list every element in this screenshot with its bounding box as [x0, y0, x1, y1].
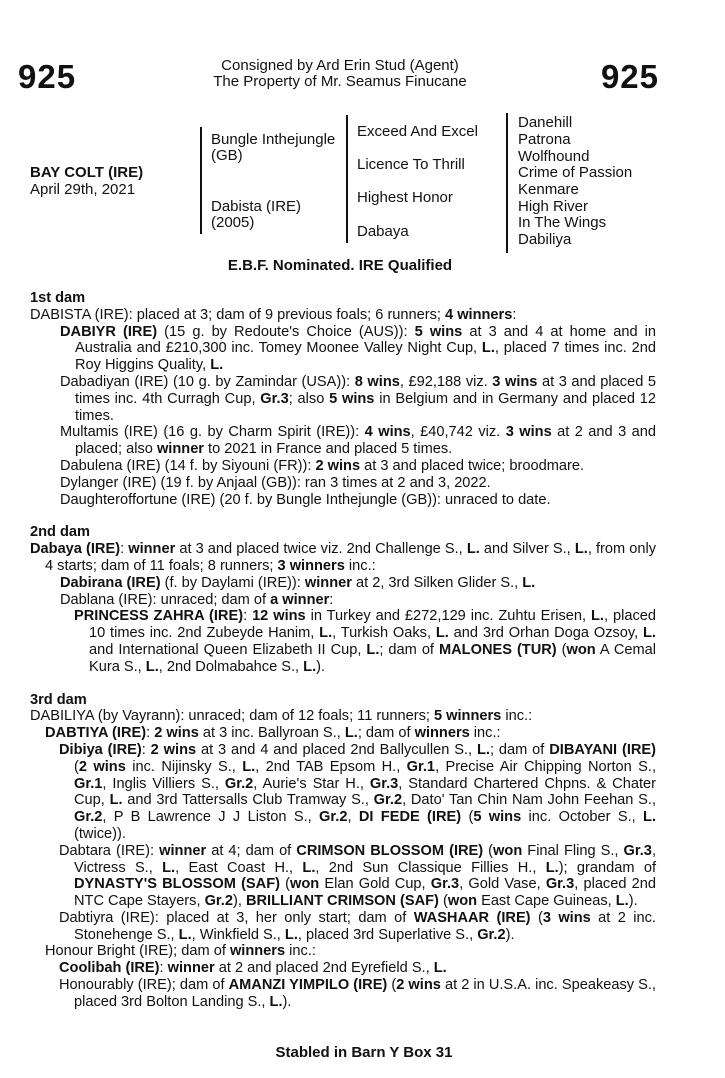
- dam-summary: DABISTA (IRE): placed at 3; dam of 9 previous foals; 6 runners; 4 winners:: [30, 306, 517, 323]
- nominations-line: E.B.F. Nominated. IRE Qualified: [227, 257, 453, 274]
- pedigree-sire-sire: Exceed And Excel: [357, 123, 478, 140]
- pedigree-g3-4: Crime of Passion: [518, 164, 633, 181]
- lot-number-right: 925: [600, 58, 659, 95]
- pedigree-line-2: [346, 115, 348, 243]
- horse-foaled-date: April 29th, 2021: [30, 181, 136, 198]
- produce-entry: PRINCESS ZAHRA (IRE): 12 wins in Turkey and £272,129 inc. Zuhtu Erisen, L., placed 10 times inc. 2nd Zubeyde Hanim, L., Turkish Oaks, L. and 3rd Orhan Doga Ozsoy, L. and International Queen Elizabeth II Cup, L.; dam of MALONES (TUR) (won A Cemal Kura S., L., 2nd Dolmabahce S., L.).: [74, 608, 656, 675]
- section-heading-3rd-dam: 3rd dam: [30, 691, 87, 708]
- pedigree-line-3: [506, 113, 508, 253]
- pedigree-g3-8: Dabiliya: [518, 231, 572, 248]
- lot-number-left: 925: [18, 58, 77, 95]
- produce-entry: Multamis (IRE) (16 g. by Charm Spirit (IRE)): 4 wins, £40,742 viz. 3 wins at 2 and 3 and placed; also winner to 2021 in France and placed 5 times.: [60, 424, 657, 458]
- consignor-line: Consigned by Ard Erin Stud (Agent): [221, 57, 459, 74]
- produce-entry: Coolibah (IRE): winner at 2 and placed 2nd Eyrefield S., L.: [59, 960, 447, 977]
- pedigree-g3-7: In The Wings: [518, 214, 607, 231]
- pedigree-g3-3: Wolfhound: [518, 148, 590, 165]
- property-line: The Property of Mr. Seamus Finucane: [213, 73, 467, 90]
- pedigree-g3-1: Danehill: [518, 114, 573, 131]
- dam-summary: Dabaya (IRE): winner at 3 and placed twice viz. 2nd Challenge S., L. and Silver S., L., from only 4 starts; dam of 11 foals; 8 runners; 3 winners inc.:: [30, 541, 657, 574]
- pedigree-g3-5: Kenmare: [518, 181, 579, 198]
- produce-entry: Dylanger (IRE) (19 f. by Anjaal (GB)): ran 3 times at 2 and 3, 2022.: [60, 474, 491, 491]
- consignor-block: [0, 58, 680, 90]
- produce-entry: DABTIYA (IRE): 2 wins at 3 inc. Ballyroan S., L.; dam of winners inc.:: [45, 725, 501, 742]
- produce-entry: Dabtiyra (IRE): placed at 3, her only start; dam of WASHAAR (IRE) (3 wins at 2 inc. Stonehenge S., L., Winkfield S., L., placed 3rd Superlative S., Gr.2).: [59, 909, 656, 943]
- pedigree-g3-6: High River: [518, 198, 589, 215]
- produce-entry: Dibiya (IRE): 2 wins at 3 and 4 and placed 2nd Ballycullen S., L.; dam of DIBAYANI (IRE) (2 wins inc. Nijinsky S., L., 2nd TAB Epsom H., Gr.1, Precise Air Chipping Norton S., Gr.1, Inglis Villiers S., Gr.2, Aurie's Star H., Gr.3, Standard Chartered Chpns. & Chater Cup, L. and 3rd Tattersalls Club Tramway S., Gr.2, Dato' Tan Chin Nam John Feehan S., Gr.2, P B Lawrence J J Liston S., Gr.2, DI FEDE (IRE) (5 wins inc. October S., L. (twice)).: [59, 741, 657, 842]
- produce-entry: Honour Bright (IRE); dam of winners inc.:: [45, 943, 316, 960]
- pedigree-sire-dam: Licence To Thrill: [357, 156, 465, 173]
- pedigree-g3-2: Patrona: [518, 131, 571, 148]
- pedigree-dam-sire: Highest Honor: [357, 189, 453, 206]
- horse-description: BAY COLT (IRE): [30, 164, 144, 181]
- section-heading-2nd-dam: 2nd dam: [30, 524, 91, 541]
- produce-entry: DABIYR (IRE) (15 g. by Redoute's Choice (AUS)): 5 wins at 3 and 4 at home and in Australia and £210,300 inc. Tomey Moonee Valley Night Cup, L., placed 7 times inc. 2nd Roy Higgins Quality, L.: [60, 323, 657, 374]
- produce-entry: Dabulena (IRE) (14 f. by Siyouni (FR)): 2 wins at 3 and placed twice; broodmare.: [60, 457, 584, 474]
- produce-entry: Dabirana (IRE) (f. by Daylami (IRE)): winner at 2, 3rd Silken Glider S., L.: [60, 574, 536, 591]
- produce-entry: Dabadiyan (IRE) (10 g. by Zamindar (USA)): 8 wins, £92,188 viz. 3 wins at 3 and placed 5 times inc. 4th Curragh Cup, Gr.3; also 5 wins in Belgium and in Germany and placed 12 times.: [60, 373, 657, 424]
- section-heading-1st-dam: 1st dam: [30, 290, 86, 306]
- produce-entry: Dabtara (IRE): winner at 4; dam of CRIMSON BLOSSOM (IRE) (won Final Fling S., Gr.3, Victress S., L., East Coast H., L., 2nd Sun Classique Fillies H., L.); grandam of DYNASTY'S BLOSSOM (SAF) (won Elan Gold Cup, Gr.3, Gold Vase, Gr.3, placed 2nd NTC Cape Stayers, Gr.2), BRILLIANT CRIMSON (SAF) (won East Cape Guineas, L.).: [59, 842, 657, 910]
- produce-entry: Honourably (IRE); dam of AMANZI YIMPILO (IRE) (2 wins at 2 in U.S.A. inc. Speakeasy S., placed 3rd Bolton Landing S., L.).: [59, 977, 656, 1010]
- catalogue-body: [30, 290, 656, 1011]
- pedigree-dam: Dabista (IRE) (2005): [211, 198, 302, 231]
- produce-entry: Dablana (IRE): unraced; dam of a winner:: [60, 591, 334, 608]
- produce-entry: Daughteroffortune (IRE) (20 f. by Bungle Inthejungle (GB)): unraced to date.: [60, 491, 551, 508]
- pedigree-dam-dam: Dabaya: [357, 223, 409, 240]
- stabling-footer: Stabled in Barn Y Box 31: [275, 1044, 453, 1061]
- pedigree-line-1: [200, 127, 202, 234]
- pedigree-sire: Bungle Inthejungle (GB): [211, 131, 336, 164]
- dam-summary: DABILIYA (by Vayrann): unraced; dam of 12 foals; 11 runners; 5 winners inc.:: [30, 708, 533, 725]
